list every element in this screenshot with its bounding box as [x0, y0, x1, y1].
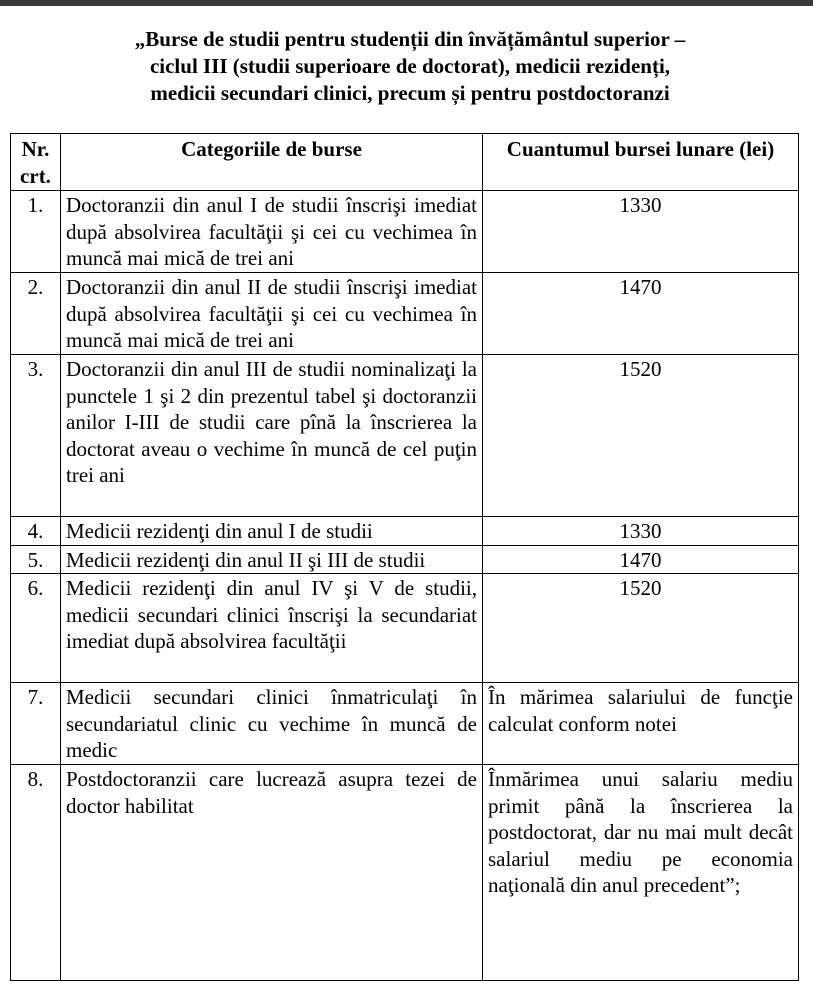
- row-number: 8.: [11, 765, 61, 981]
- row-category: Doctoranzii din anul I de studii înscrişi imediat după absolvirea facultăţii şi cei cu vechimea în muncă mai mică de trei ani: [61, 191, 483, 273]
- row-category: Doctoranzii din anul III de studii nominalizaţi la punctele 1 şi 2 din prezentul tabel şi doctoranzii anilor I-III de studii care pînă la înscrierea la doctorat aveau o vechime în muncă de cel puţin trei ani: [61, 355, 483, 517]
- table-header-row: [11, 134, 799, 191]
- table-row: [11, 517, 799, 546]
- row-category: Medicii secundari clinici înmatriculaţi în secundariatul clinic cu vechime în muncă de medic: [61, 683, 483, 765]
- table-row: [11, 765, 799, 981]
- table-row: [11, 355, 799, 517]
- table-row: [11, 273, 799, 355]
- top-toolbar-edge: [0, 0, 813, 6]
- document-title: [40, 26, 780, 107]
- row-amount: 1330: [483, 517, 799, 546]
- header-nr: Nr. crt.: [11, 134, 61, 191]
- grants-table: [10, 133, 799, 981]
- row-amount: 1470: [483, 273, 799, 355]
- row-amount: În mărimea salariului de funcţie calculat conform notei: [483, 683, 799, 765]
- row-amount: 1470: [483, 545, 799, 574]
- title-line-1: „Burse de studii pentru studenții din învățământul superior –: [134, 27, 686, 51]
- row-category: Medicii rezidenţi din anul IV şi V de studii, medicii secundari clinici înscrişi la secundariat imediat după absolvirea facultăţii: [61, 574, 483, 683]
- row-number: 7.: [11, 683, 61, 765]
- row-category: Medicii rezidenţi din anul II şi III de studii: [61, 545, 483, 574]
- table-row: [11, 545, 799, 574]
- row-number: 5.: [11, 545, 61, 574]
- row-number: 2.: [11, 273, 61, 355]
- row-number: 3.: [11, 355, 61, 517]
- table-row: [11, 191, 799, 273]
- table-row: [11, 574, 799, 683]
- row-number: 6.: [11, 574, 61, 683]
- row-number: 1.: [11, 191, 61, 273]
- row-category: Medicii rezidenţi din anul I de studii: [61, 517, 483, 546]
- table-row: [11, 683, 799, 765]
- header-category: Categoriile de burse: [61, 134, 483, 191]
- row-number: 4.: [11, 517, 61, 546]
- title-line-2: ciclul III (studii superioare de doctorat), medicii rezidenți,: [149, 54, 671, 78]
- header-amount: Cuantumul bursei lunare (lei): [483, 134, 799, 191]
- row-amount: 1520: [483, 574, 799, 683]
- row-amount: Înmărimea unui salariu mediu primit până la înscrierea la postdoctorat, dar nu mai mult decât salariul mediu pe economia naţională din anul precedent”;: [483, 765, 799, 981]
- row-category: Doctoranzii din anul II de studii înscrişi imediat după absolvirea facultăţii şi cei cu vechimea în muncă mai mică de trei ani: [61, 273, 483, 355]
- row-category: Postdoctoranzii care lucrează asupra tezei de doctor habilitat: [61, 765, 483, 981]
- row-amount: 1520: [483, 355, 799, 517]
- row-amount: 1330: [483, 191, 799, 273]
- title-line-3: medicii secundari clinici, precum și pentru postdoctoranzi: [150, 81, 670, 105]
